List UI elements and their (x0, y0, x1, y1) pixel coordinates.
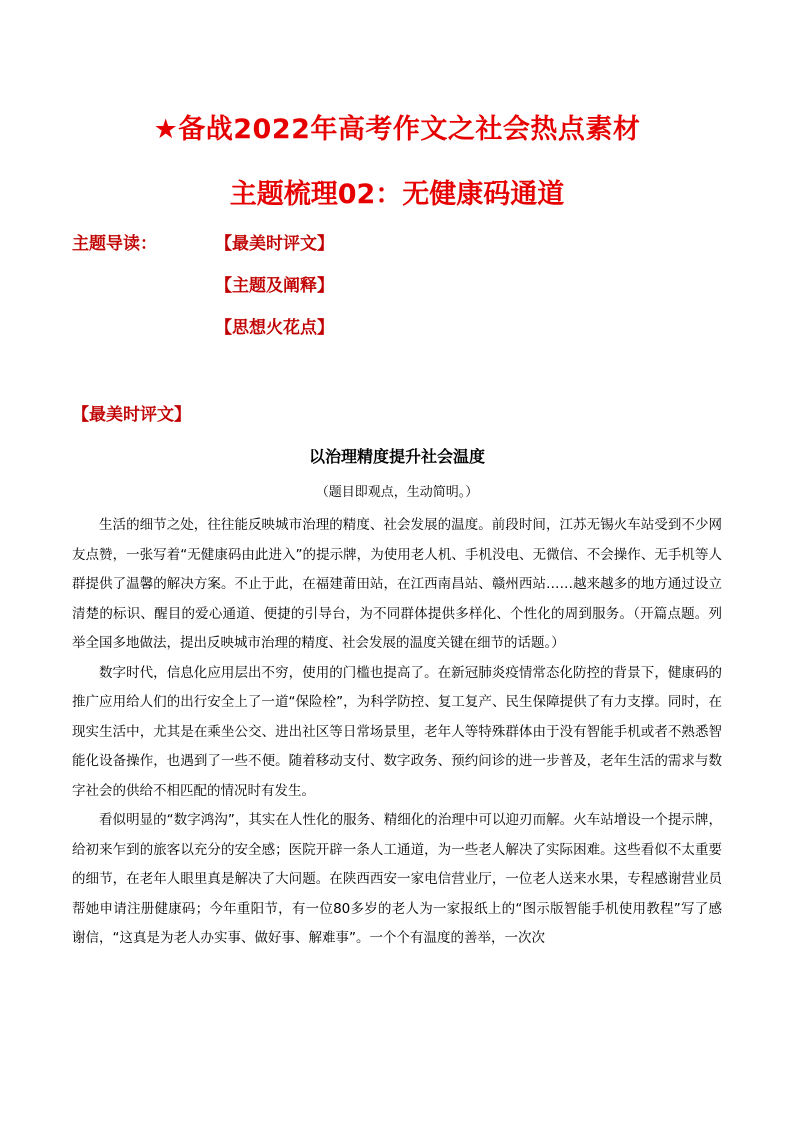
paragraph: 看似明显的“数字鸿沟”，其实在人性化的服务、精细化的治理中可以迎刃而解。火车站增设一个提示牌，给初来乍到的旅客以充分的安全感；医院开辟一条人工通道，为一些老人解决了实际困难。这些看似不太重要的细节，在老年人眼里真是解决了大问题。在陕西西安一家电信营业厅，一位老人送来水果，专程感谢营业员帮她申请注册健康码；今年重阳节，有一位80多岁的老人为一家报纸上的“图示版智能手机使用教程”写了感谢信，“这真是为老人办实事、做好事、解难事”。一个个有温度的善举，一次次 (72, 812, 722, 946)
article-title: 以治理精度提升社会温度 (308, 447, 485, 466)
paragraph: 数字时代，信息化应用层出不穷，使用的门槛也提高了。在新冠肺炎疫情常态化防控的背景下，健康码的推广应用给人们的出行安全上了一道“保险栓”，为科学防控、复工复产、民生保障提供了有力支撑。同时，在现实生活中，尤其是在乘坐公交、进出社区等日常场景里，老年人等特殊群体由于没有智能手机或者不熟悉智能化设备操作，也遇到了一些不便。随着移动支付、数字政务、预约问诊的进一步普及，老年生活的需求与数字社会的供给不相匹配的情况时有发生。 (72, 664, 722, 799)
guide-item-theme: 【主题及阐释】 (215, 276, 334, 296)
article-subtitle: （题目即观点，生动简明。） (315, 485, 479, 500)
guide-item-ideas: 【思想火花点】 (215, 318, 334, 338)
main-title: ★备战2022年高考作文之社会热点素材 (153, 114, 641, 145)
sub-title: 主题梳理02：无健康码通道 (229, 179, 565, 210)
guide-label: 主题导读： (72, 234, 157, 254)
guide-item-commentary: 【最美时评文】 (215, 234, 334, 254)
article-body (72, 511, 722, 954)
section-heading: 【最美时评文】 (72, 405, 191, 425)
paragraph: 生活的细节之处，往往能反映城市治理的精度、社会发展的温度。前段时间，江苏无锡火车站受到不少网友点赞，一张写着“无健康码由此进入”的提示牌，为使用老人机、手机没电、无微信、不会操作、无手机等人群提供了温馨的解决方案。不止于此，在福建莆田站，在江西南昌站、赣州西站……越来越多的地方通过设立清楚的标识、醒目的爱心通道、便捷的引导台，为不同群体提供多样化、个性化的周到服务。（开篇点题。列举全国多地做法，提出反映城市治理的精度、社会发展的温度关键在细节的话题。） (72, 517, 722, 651)
